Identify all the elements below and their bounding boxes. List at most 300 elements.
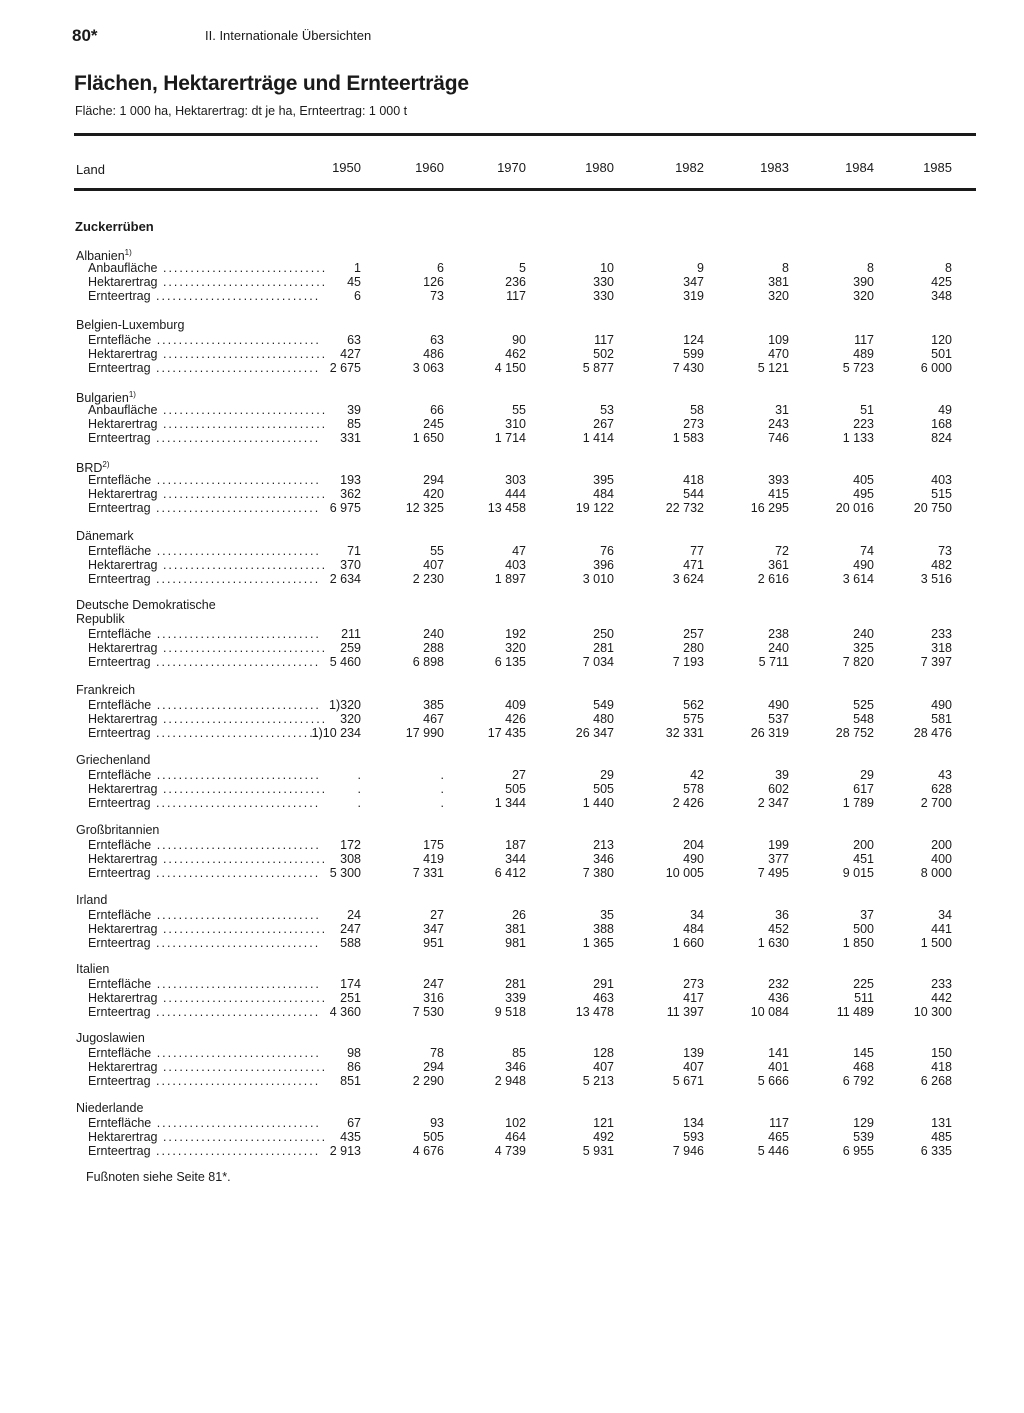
- row-label: [88, 782, 328, 796]
- table-row: [74, 347, 976, 361]
- row-label: [88, 768, 321, 782]
- row-label: [88, 1116, 321, 1130]
- row-label: [88, 852, 328, 866]
- table-cell: 6: [437, 261, 444, 275]
- table-cell: 294: [423, 1060, 444, 1074]
- table-cell: 45: [347, 275, 361, 289]
- table-row: [74, 655, 976, 669]
- table-cell: 361: [768, 558, 789, 572]
- table-cell: 26 319: [750, 726, 789, 740]
- table-cell: 403: [931, 473, 952, 487]
- table-cell: 537: [768, 712, 789, 726]
- column-header-year: 1983: [760, 160, 789, 175]
- leader-dots: ..............................: [151, 838, 321, 852]
- column-header-year: 1980: [585, 160, 614, 175]
- table-cell: 348: [931, 289, 952, 303]
- row-label: [88, 473, 321, 487]
- table-cell: 32 331: [665, 726, 704, 740]
- country-name-text: Dänemark: [76, 529, 134, 543]
- table-cell: 124: [683, 333, 704, 347]
- table-cell: 281: [593, 641, 614, 655]
- table-cell: 233: [931, 627, 952, 641]
- footnote-marker: 1): [128, 390, 136, 399]
- table-cell: 490: [768, 698, 789, 712]
- table-cell: 251: [340, 991, 361, 1005]
- country-name: [76, 529, 134, 543]
- table-cell: 39: [775, 768, 789, 782]
- table-cell: 102: [505, 1116, 526, 1130]
- row-label: [88, 275, 328, 289]
- table-cell: 470: [768, 347, 789, 361]
- table-cell: 73: [938, 544, 952, 558]
- table-top-rule: [74, 133, 976, 136]
- table-cell: 407: [593, 1060, 614, 1074]
- country-name-text: Bulgarien: [76, 391, 129, 406]
- table-cell: 10: [600, 261, 614, 275]
- leader-dots: ..............................: [157, 852, 328, 866]
- table-row: [74, 977, 976, 991]
- table-cell: 7 946: [672, 1144, 704, 1158]
- row-label-text: Erntefläche: [88, 977, 152, 991]
- table-cell: 5 671: [672, 1074, 704, 1088]
- table-cell: 403: [505, 558, 526, 572]
- table-row: [74, 361, 976, 375]
- table-cell: 6 335: [920, 1144, 952, 1158]
- table-cell: .: [440, 768, 444, 782]
- table-cell: 377: [768, 852, 789, 866]
- table-cell: 10 005: [665, 866, 704, 880]
- table-cell: 575: [683, 712, 704, 726]
- table-cell: 2 616: [757, 572, 789, 586]
- table-cell: 5 723: [842, 361, 874, 375]
- row-label-text: Hektarertrag: [88, 782, 158, 796]
- table-cell: 9 015: [842, 866, 874, 880]
- table-cell: 2 700: [920, 796, 952, 810]
- leader-dots: ..............................: [151, 473, 321, 487]
- table-cell: 175: [423, 838, 444, 852]
- table-cell: 257: [683, 627, 704, 641]
- table-cell: 245: [423, 417, 444, 431]
- row-label-text: Erntefläche: [88, 333, 152, 347]
- table-row: [74, 289, 976, 303]
- table-cell: 310: [505, 417, 526, 431]
- row-label-text: Erntefläche: [88, 1116, 152, 1130]
- table-cell: 9: [697, 261, 704, 275]
- leader-dots: ..............................: [150, 1144, 321, 1158]
- table-cell: 34: [690, 908, 704, 922]
- table-cell: 7 430: [672, 361, 704, 375]
- table-cell: 468: [853, 1060, 874, 1074]
- country-name: [76, 318, 184, 332]
- table-cell: 11 489: [836, 1005, 874, 1019]
- row-label: [88, 558, 328, 572]
- table-cell: 236: [505, 275, 526, 289]
- table-cell: 7 380: [582, 866, 614, 880]
- table-cell: 1 500: [920, 936, 952, 950]
- row-label-text: Erntefläche: [88, 768, 152, 782]
- table-cell: 492: [593, 1130, 614, 1144]
- table-cell: 238: [768, 627, 789, 641]
- table-cell: 463: [593, 991, 614, 1005]
- table-cell: 320: [768, 289, 789, 303]
- table-cell: 199: [768, 838, 789, 852]
- row-label: [88, 572, 321, 586]
- row-label: [88, 796, 321, 810]
- table-cell: 320: [853, 289, 874, 303]
- row-label-text: Ernteertrag: [88, 1144, 151, 1158]
- table-cell: .: [357, 768, 361, 782]
- country-name-text: Italien: [76, 962, 110, 976]
- table-row: [74, 712, 976, 726]
- table-cell: 145: [853, 1046, 874, 1060]
- table-cell: 395: [593, 473, 614, 487]
- table-cell: 1 133: [842, 431, 874, 445]
- leader-dots: ..............................: [157, 922, 328, 936]
- section-heading: Zuckerrüben: [75, 219, 154, 234]
- table-cell: 2 426: [672, 796, 704, 810]
- table-cell: 490: [931, 698, 952, 712]
- table-row: [74, 1005, 976, 1019]
- table-row: [74, 1074, 976, 1088]
- leader-dots: ..............................: [151, 908, 321, 922]
- leader-dots: ..............................: [157, 1060, 328, 1074]
- table-row: [74, 1046, 976, 1060]
- table-cell: 74: [860, 544, 874, 558]
- table-cell: 267: [593, 417, 614, 431]
- table-cell: 294: [423, 473, 444, 487]
- table-row: [74, 261, 976, 275]
- table-row: [74, 1060, 976, 1074]
- table-row: [74, 782, 976, 796]
- table-cell: 51: [860, 403, 874, 417]
- table-cell: 26 347: [575, 726, 614, 740]
- table-cell: 6 955: [842, 1144, 874, 1158]
- table-cell: 273: [683, 417, 704, 431]
- table-cell: 8 000: [920, 866, 952, 880]
- row-label: [88, 698, 321, 712]
- row-label: [88, 1074, 321, 1088]
- country-name-text: Republik: [76, 612, 125, 626]
- table-cell: 6 792: [842, 1074, 874, 1088]
- table-cell: 1 650: [412, 431, 444, 445]
- row-label-text: Ernteertrag: [88, 726, 151, 740]
- table-cell: 34: [938, 908, 952, 922]
- page-number: 80*: [72, 26, 98, 45]
- table-cell: 2 634: [329, 572, 361, 586]
- table-cell: 7 397: [920, 655, 952, 669]
- table-cell: 628: [931, 782, 952, 796]
- table-row: [74, 1116, 976, 1130]
- table-cell: 4 360: [329, 1005, 361, 1019]
- table-cell: 2 347: [757, 796, 789, 810]
- table-cell: 20 750: [913, 501, 952, 515]
- table-cell: 240: [853, 627, 874, 641]
- table-cell: 63: [430, 333, 444, 347]
- table-cell: 225: [853, 977, 874, 991]
- table-cell: 117: [854, 333, 874, 347]
- row-label: [88, 261, 328, 275]
- row-label: [88, 417, 328, 431]
- table-row: [74, 572, 976, 586]
- row-label-text: Erntefläche: [88, 908, 152, 922]
- table-cell: 501: [931, 347, 952, 361]
- table-cell: 53: [600, 403, 614, 417]
- table-cell: 1 714: [494, 431, 526, 445]
- row-label: [88, 627, 321, 641]
- table-row: [74, 768, 976, 782]
- leader-dots: ..............................: [157, 991, 328, 1005]
- table-row: [74, 487, 976, 501]
- table-cell: .: [357, 796, 361, 810]
- table-cell: 58: [690, 403, 704, 417]
- table-cell: 233: [931, 977, 952, 991]
- table-cell: 288: [423, 641, 444, 655]
- country-name-text: Belgien-Luxemburg: [76, 318, 185, 332]
- table-cell: 31: [775, 403, 789, 417]
- page-title: Flächen, Hektarerträge und Ernteerträge: [74, 72, 469, 95]
- table-cell: 2 948: [494, 1074, 526, 1088]
- table-cell: 1 414: [582, 431, 614, 445]
- table-cell: 2 675: [329, 361, 361, 375]
- table-cell: 1: [354, 261, 361, 275]
- row-label-text: Hektarertrag: [88, 641, 158, 655]
- table-cell: 407: [423, 558, 444, 572]
- table-cell: 5 711: [758, 655, 789, 669]
- table-cell: 318: [931, 641, 952, 655]
- table-cell: 347: [423, 922, 444, 936]
- leader-dots: ..............................: [150, 1074, 321, 1088]
- table-cell: 117: [506, 289, 526, 303]
- leader-dots: ..............................: [157, 347, 328, 361]
- row-label: [88, 347, 328, 361]
- table-cell: 331: [340, 431, 361, 445]
- table-cell: 66: [430, 403, 444, 417]
- row-label: [88, 726, 321, 740]
- table-cell: 223: [853, 417, 874, 431]
- country-name: [76, 753, 150, 767]
- table-cell: 451: [853, 852, 874, 866]
- leader-dots: ..............................: [150, 431, 321, 445]
- table-cell: 370: [340, 558, 361, 572]
- table-cell: 29: [860, 768, 874, 782]
- table-cell: 484: [683, 922, 704, 936]
- table-cell: 1 660: [672, 936, 704, 950]
- table-cell: 5: [519, 261, 526, 275]
- table-cell: 495: [853, 487, 874, 501]
- table-cell: 43: [938, 768, 952, 782]
- table-cell: 27: [430, 908, 444, 922]
- leader-dots: ..............................: [150, 361, 321, 375]
- leader-dots: ..............................: [157, 712, 328, 726]
- table-cell: 192: [505, 627, 526, 641]
- table-cell: 247: [423, 977, 444, 991]
- table-cell: 90: [512, 333, 526, 347]
- table-cell: 505: [593, 782, 614, 796]
- table-cell: 420: [423, 487, 444, 501]
- table-cell: 71: [347, 544, 361, 558]
- table-header-row: [74, 160, 976, 180]
- row-label-text: Erntefläche: [88, 627, 152, 641]
- column-header-land: Land: [76, 162, 105, 177]
- row-label-text: Hektarertrag: [88, 712, 158, 726]
- table-cell: 320: [505, 641, 526, 655]
- column-header-year: 1985: [923, 160, 952, 175]
- table-cell: 281: [505, 977, 526, 991]
- table-cell: 344: [505, 852, 526, 866]
- table-cell: 362: [340, 487, 361, 501]
- table-cell: 462: [505, 347, 526, 361]
- table-cell: 548: [853, 712, 874, 726]
- table-cell: 599: [683, 347, 704, 361]
- table-cell: 489: [853, 347, 874, 361]
- leader-dots: ..............................: [157, 487, 328, 501]
- leader-dots: ..............................: [150, 572, 321, 586]
- table-cell: 259: [340, 641, 361, 655]
- table-row: [74, 403, 976, 417]
- row-label: [88, 289, 321, 303]
- leader-dots: ..............................: [157, 1130, 328, 1144]
- table-cell: 418: [931, 1060, 952, 1074]
- row-label: [88, 1144, 321, 1158]
- leader-dots: ..............................: [157, 261, 328, 275]
- row-label-text: Erntefläche: [88, 838, 152, 852]
- table-cell: 120: [931, 333, 952, 347]
- table-cell: 73: [430, 289, 444, 303]
- table-cell: 1 630: [757, 936, 789, 950]
- table-cell: 1 850: [842, 936, 874, 950]
- row-label: [88, 1005, 321, 1019]
- table-cell: 7 530: [412, 1005, 444, 1019]
- column-header-year: 1984: [845, 160, 874, 175]
- table-row: [74, 991, 976, 1005]
- table-cell: 1 583: [672, 431, 704, 445]
- table-cell: 851: [340, 1074, 361, 1088]
- table-cell: 5 666: [757, 1074, 789, 1088]
- row-label-text: Ernteertrag: [88, 866, 151, 880]
- country-name: [76, 598, 216, 626]
- row-label: [88, 641, 328, 655]
- table-cell: 593: [683, 1130, 704, 1144]
- table-cell: 28 752: [835, 726, 874, 740]
- table-cell: 381: [768, 275, 789, 289]
- table-cell: 29: [600, 768, 614, 782]
- table-cell: 5 213: [582, 1074, 614, 1088]
- table-cell: 17 990: [405, 726, 444, 740]
- row-label-text: Anbaufläche: [88, 403, 158, 417]
- row-label-text: Ernteertrag: [88, 431, 151, 445]
- table-cell: 6 412: [494, 866, 526, 880]
- table-cell: 3 063: [412, 361, 444, 375]
- table-cell: 126: [423, 275, 444, 289]
- table-cell: 26: [512, 908, 526, 922]
- table-cell: 3 516: [920, 572, 952, 586]
- row-label: [88, 333, 321, 347]
- column-header-year: 1960: [415, 160, 444, 175]
- table-cell: 471: [683, 558, 704, 572]
- table-cell: 419: [423, 852, 444, 866]
- table-cell: 562: [683, 698, 704, 712]
- country-name-text: Frankreich: [76, 683, 136, 697]
- table-cell: 131: [931, 1116, 952, 1130]
- leader-dots: ..............................: [151, 977, 321, 991]
- table-row: [74, 275, 976, 289]
- table-cell: 951: [423, 936, 444, 950]
- row-label: [88, 866, 321, 880]
- table-row: [74, 417, 976, 431]
- row-label-text: Ernteertrag: [88, 572, 151, 586]
- column-header-year: 1970: [497, 160, 526, 175]
- table-cell: 139: [683, 1046, 704, 1060]
- table-cell: 427: [340, 347, 361, 361]
- row-label-text: Erntefläche: [88, 698, 152, 712]
- table-cell: 78: [430, 1046, 444, 1060]
- table-cell: 16 295: [750, 501, 789, 515]
- table-cell: 117: [594, 333, 614, 347]
- country-name: [76, 1031, 145, 1045]
- table-cell: 467: [423, 712, 444, 726]
- table-cell: 193: [340, 473, 361, 487]
- row-label: [88, 936, 321, 950]
- table-cell: 417: [683, 991, 704, 1005]
- table-cell: 549: [593, 698, 614, 712]
- row-label-text: Ernteertrag: [88, 361, 151, 375]
- row-label-text: Anbaufläche: [88, 261, 158, 275]
- table-row: [74, 1130, 976, 1144]
- country-name-text: Irland: [76, 893, 108, 907]
- row-label: [88, 501, 321, 515]
- table-cell: 121: [593, 1116, 614, 1130]
- table-cell: 7 820: [842, 655, 874, 669]
- row-label-text: Erntefläche: [88, 473, 152, 487]
- row-label-text: Hektarertrag: [88, 852, 158, 866]
- table-cell: 47: [512, 544, 526, 558]
- table-cell: 824: [931, 431, 952, 445]
- table-cell: 37: [860, 908, 874, 922]
- leader-dots: ..............................: [150, 655, 321, 669]
- table-cell: 5 877: [582, 361, 614, 375]
- table-cell: 5 460: [329, 655, 361, 669]
- table-cell: 981: [505, 936, 526, 950]
- table-cell: 409: [505, 698, 526, 712]
- table-cell: 200: [931, 838, 952, 852]
- table-cell: 482: [931, 558, 952, 572]
- table-cell: 465: [768, 1130, 789, 1144]
- table-row: [74, 473, 976, 487]
- table-cell: 85: [512, 1046, 526, 1060]
- leader-dots: ..............................: [150, 866, 321, 880]
- table-row: [74, 333, 976, 347]
- table-cell: 17 435: [487, 726, 526, 740]
- table-cell: 3 624: [672, 572, 704, 586]
- table-cell: 22 732: [665, 501, 704, 515]
- table-cell: 1 897: [494, 572, 526, 586]
- table-cell: 1 365: [582, 936, 614, 950]
- table-cell: 339: [505, 991, 526, 1005]
- table-cell: 405: [853, 473, 874, 487]
- table-cell: 168: [931, 417, 952, 431]
- table-row: [74, 627, 976, 641]
- row-label: [88, 431, 321, 445]
- leader-dots: ..............................: [150, 1005, 321, 1019]
- leader-dots: ..............................: [157, 403, 328, 417]
- table-cell: 525: [853, 698, 874, 712]
- row-label: [88, 977, 321, 991]
- table-cell: 35: [600, 908, 614, 922]
- table-cell: 2 290: [412, 1074, 444, 1088]
- table-cell: 55: [430, 544, 444, 558]
- table-cell: 9 518: [494, 1005, 526, 1019]
- table-cell: 13 478: [575, 1005, 614, 1019]
